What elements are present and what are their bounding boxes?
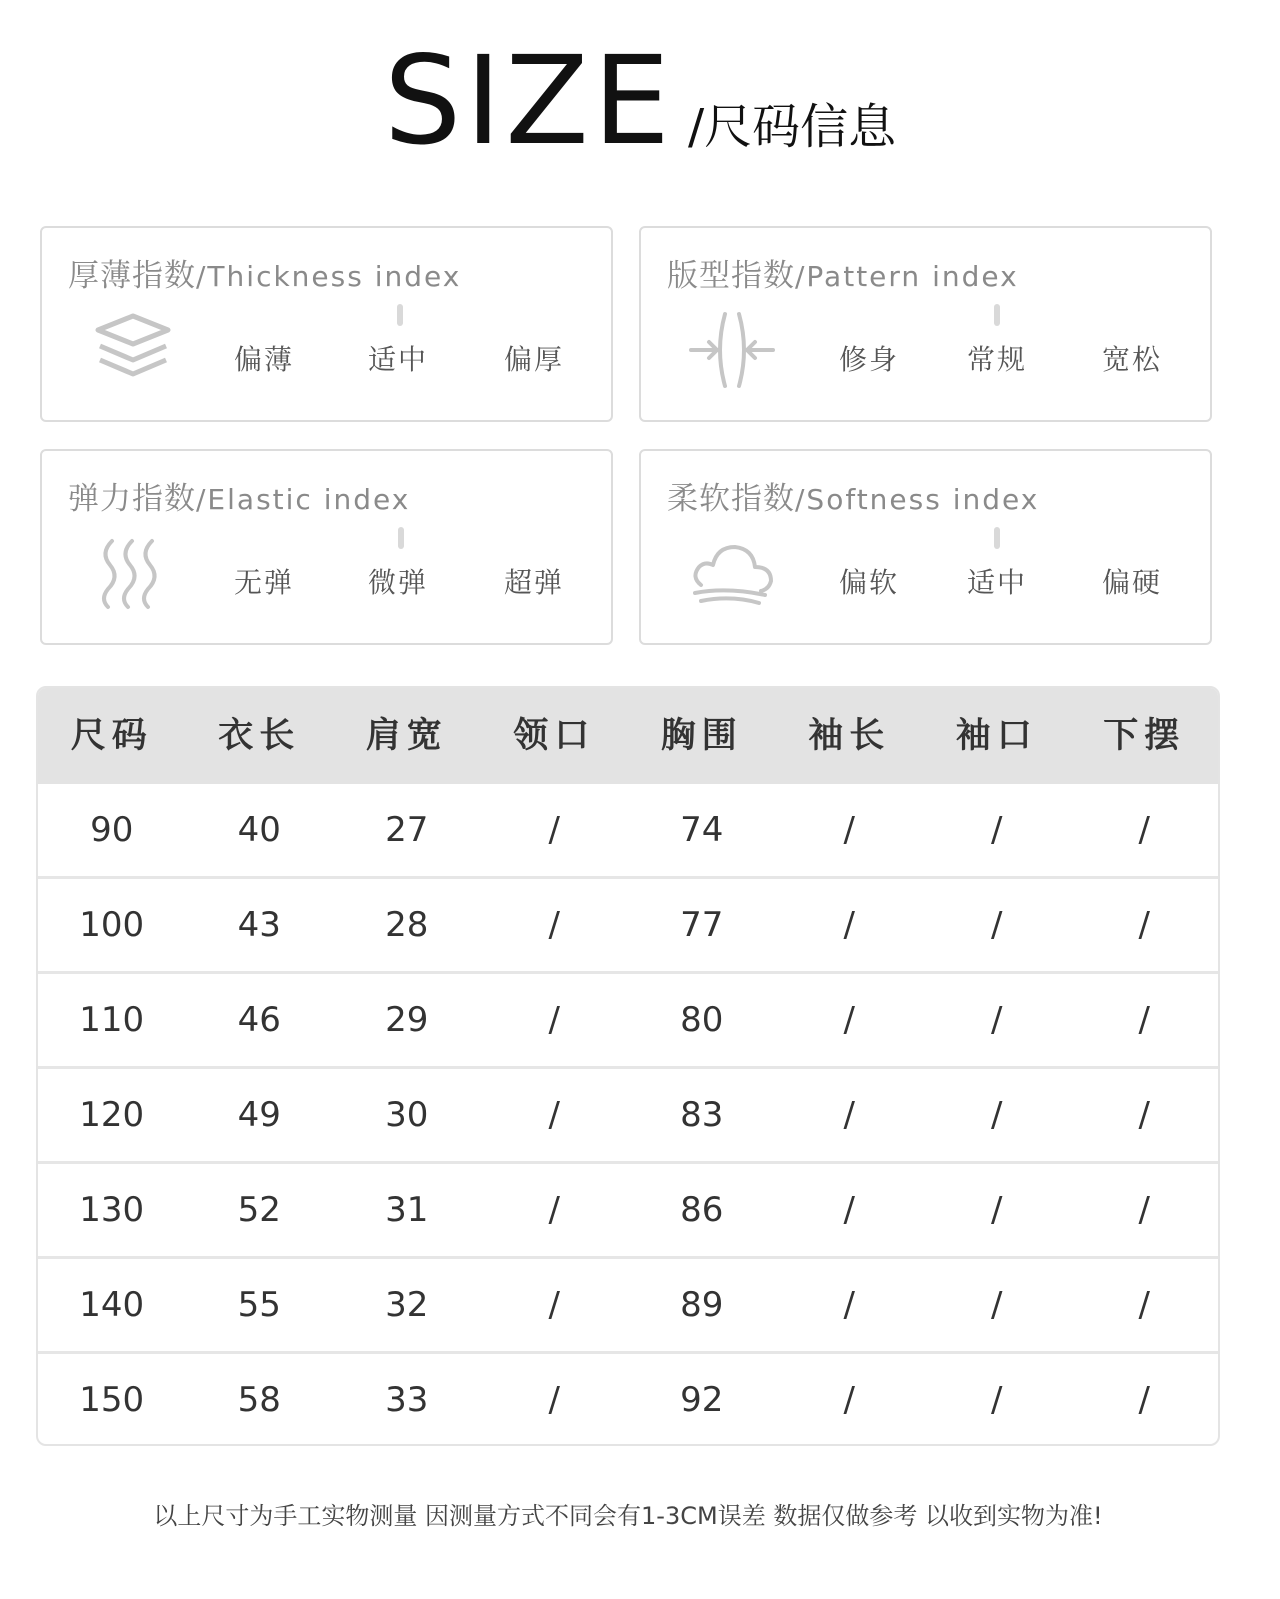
fit-arrows-icon — [687, 310, 777, 390]
table-cell: 130 — [79, 1190, 145, 1230]
table-row — [38, 1354, 1218, 1446]
table-cell: 140 — [79, 1285, 145, 1325]
table-cell: 31 — [385, 1190, 429, 1230]
column-header: 尺码 — [70, 716, 153, 756]
column-header: 领口 — [513, 716, 596, 756]
table-cell: 90 — [90, 810, 134, 850]
table-cell: / — [991, 1380, 1003, 1420]
table-cell: 74 — [680, 810, 724, 850]
elastic-index-card — [40, 449, 613, 645]
table-cell: 150 — [79, 1380, 145, 1420]
table-cell: / — [1138, 810, 1150, 850]
table-cell: 43 — [237, 905, 281, 945]
table-cell: 52 — [237, 1190, 281, 1230]
table-row — [38, 784, 1218, 879]
level-label: 无弹 — [233, 566, 294, 599]
level-label: 偏硬 — [1101, 566, 1162, 599]
table-cell: 29 — [385, 1000, 429, 1040]
title-subtitle: /尺码信息 — [687, 99, 897, 155]
table-cell: / — [843, 1095, 855, 1135]
layers-icon — [88, 310, 178, 390]
table-header — [38, 688, 1218, 784]
measurement-note: 以上尺寸为手工实物测量 因测量方式不同会有1-3CM误差 数据仅做参考 以收到实物为准! — [153, 1502, 1103, 1530]
table-cell: / — [843, 1000, 855, 1040]
table-cell: / — [991, 810, 1003, 850]
card-title: 版型指数/Pattern index — [667, 258, 1019, 294]
table-cell: / — [991, 1095, 1003, 1135]
size-table — [36, 686, 1220, 1446]
table-cell: 58 — [237, 1380, 281, 1420]
table-cell: 46 — [237, 1000, 281, 1040]
level-label: 偏厚 — [503, 343, 564, 376]
table-cell: / — [1138, 1190, 1150, 1230]
table-cell: 55 — [237, 1285, 281, 1325]
table-cell: 92 — [680, 1380, 724, 1420]
table-cell: / — [1138, 1095, 1150, 1135]
page-title — [0, 30, 1280, 172]
table-cell: 28 — [385, 905, 429, 945]
table-cell: 110 — [79, 1000, 145, 1040]
level-label: 微弹 — [367, 566, 428, 599]
selected-level-marker — [398, 527, 404, 549]
selected-level-marker — [994, 304, 1000, 326]
table-cell: / — [1138, 1285, 1150, 1325]
table-cell: / — [548, 1380, 560, 1420]
table-cell: / — [843, 1380, 855, 1420]
column-header: 衣长 — [218, 716, 301, 756]
table-cell: / — [991, 1000, 1003, 1040]
table-cell: / — [548, 905, 560, 945]
table-cell: / — [991, 905, 1003, 945]
column-header: 下摆 — [1103, 716, 1186, 756]
table-cell: 120 — [79, 1095, 145, 1135]
table-cell: / — [548, 1190, 560, 1230]
level-label: 适中 — [367, 343, 428, 376]
level-label: 偏薄 — [233, 343, 294, 376]
table-cell: 83 — [680, 1095, 724, 1135]
softness-index-card — [639, 449, 1212, 645]
selected-level-marker — [994, 527, 1000, 549]
table-cell: / — [843, 810, 855, 850]
table-body — [38, 784, 1218, 1446]
table-cell: / — [1138, 905, 1150, 945]
table-cell: 27 — [385, 810, 429, 850]
column-header: 肩宽 — [365, 716, 448, 756]
selected-level-marker — [397, 304, 403, 326]
table-cell: / — [843, 1285, 855, 1325]
table-row — [38, 1259, 1218, 1354]
table-cell: / — [991, 1285, 1003, 1325]
table-cell: / — [843, 1190, 855, 1230]
table-row — [38, 1164, 1218, 1259]
table-cell: / — [548, 810, 560, 850]
table-cell: 32 — [385, 1285, 429, 1325]
table-cell: / — [1138, 1000, 1150, 1040]
table-cell: / — [991, 1190, 1003, 1230]
thickness-index-card — [40, 226, 613, 422]
table-cell: / — [548, 1095, 560, 1135]
column-header: 袖长 — [808, 716, 891, 756]
elastic-waves-icon — [88, 533, 178, 613]
table-cell: 77 — [680, 905, 724, 945]
table-cell: 89 — [680, 1285, 724, 1325]
table-cell: 33 — [385, 1380, 429, 1420]
table-cell: 49 — [237, 1095, 281, 1135]
table-cell: 40 — [237, 810, 281, 850]
table-cell: / — [843, 905, 855, 945]
table-row — [38, 1069, 1218, 1164]
table-cell: 86 — [680, 1190, 724, 1230]
table-cell: / — [1138, 1380, 1150, 1420]
column-header: 袖口 — [955, 716, 1038, 756]
table-row — [38, 879, 1218, 974]
table-cell: / — [548, 1285, 560, 1325]
card-title: 弹力指数/Elastic index — [68, 481, 411, 517]
pattern-index-card — [639, 226, 1212, 422]
level-label: 修身 — [838, 343, 899, 376]
title-size: SIZE — [383, 30, 674, 172]
card-title: 柔软指数/Softness index — [667, 481, 1040, 517]
table-cell: / — [548, 1000, 560, 1040]
cloud-icon — [687, 533, 777, 613]
level-label: 偏软 — [838, 566, 899, 599]
level-label: 宽松 — [1101, 343, 1162, 376]
card-title: 厚薄指数/Thickness index — [68, 258, 462, 294]
level-label: 常规 — [966, 343, 1027, 376]
level-label: 超弹 — [503, 566, 564, 599]
table-row — [38, 974, 1218, 1069]
table-cell: 100 — [79, 905, 145, 945]
level-label: 适中 — [966, 566, 1027, 599]
table-cell: 30 — [385, 1095, 429, 1135]
column-header: 胸围 — [660, 716, 743, 756]
table-cell: 80 — [680, 1000, 724, 1040]
